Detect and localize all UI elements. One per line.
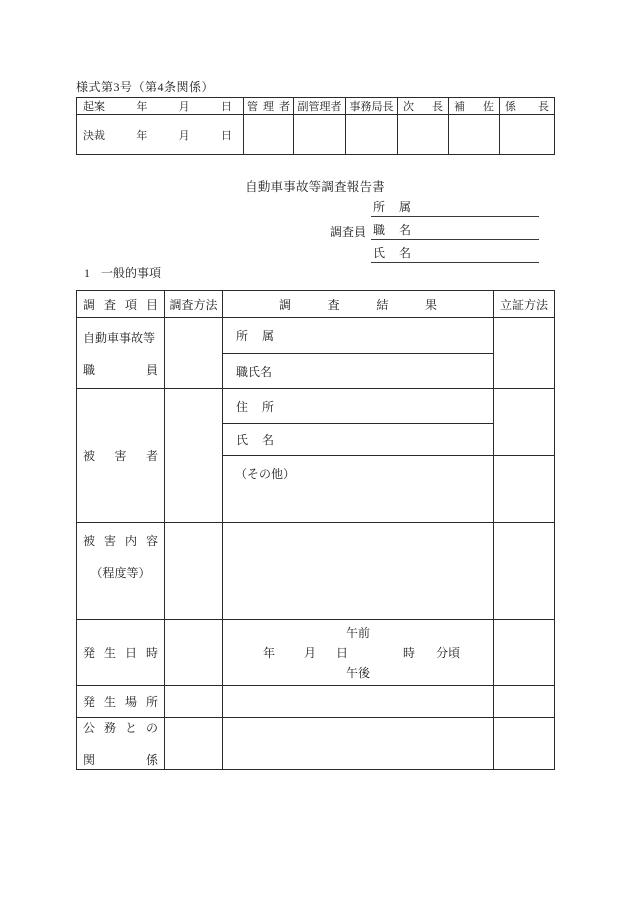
section1-number: 1 — [84, 266, 90, 280]
draft-year-label: 年 — [136, 101, 148, 113]
staff-label-line1: 自動車事故等 — [83, 330, 156, 345]
row-label-staff — [77, 318, 165, 389]
duty-proof-cell — [494, 718, 554, 769]
investigator-jobtitle-row — [330, 217, 539, 240]
investigator-label: 調査員 — [330, 225, 367, 239]
damage-label-line1: 被 害 内 容 — [83, 533, 158, 548]
month-label: 月 — [304, 645, 317, 660]
approval-table — [76, 97, 555, 155]
col-header-deputy-manager: 副管理者 — [294, 98, 346, 115]
jobtitle-field-label: 職 名 — [373, 223, 411, 237]
draft-month-label: 月 — [178, 101, 190, 113]
decision-date-line — [77, 127, 243, 143]
minute-label: 分頃 — [436, 645, 461, 660]
row-label-datetime: 発 生 日 時 — [77, 620, 165, 686]
investigator-name-row — [330, 240, 539, 263]
col-header-section-chief: 係 長 — [500, 98, 554, 115]
damage-result-cell — [223, 523, 494, 620]
section1-title: 一般的事項 — [101, 266, 162, 280]
stamp-cell-section-chief — [500, 115, 554, 154]
affiliation-field-label: 所 属 — [373, 200, 411, 214]
section1-heading — [84, 264, 161, 281]
place-proof-cell — [494, 686, 554, 718]
duty-label-line2: 関 係 — [83, 753, 158, 767]
form-number-label: 様式第3号（第4条関係） — [76, 80, 215, 94]
stamp-cell-deputy-manager — [294, 115, 346, 154]
date-line — [223, 643, 493, 663]
duty-result-cell — [223, 718, 494, 769]
am-label: 午前 — [345, 625, 370, 640]
victim-proof-cell-upper — [494, 389, 554, 456]
investigation-table — [76, 290, 555, 770]
report-title: 自動車事故等調査報告書 — [245, 180, 385, 194]
header-investigation-result: 調 査 結 果 — [223, 291, 494, 318]
stamp-cell-assistant — [449, 115, 500, 154]
staff-method-cell — [165, 318, 223, 389]
row-label-damage — [77, 523, 165, 620]
hour-label: 時 — [403, 645, 416, 660]
affiliation-field — [371, 198, 539, 217]
victim-address-cell: 住 所 — [223, 389, 494, 424]
staff-proof-cell — [494, 318, 554, 389]
datetime-method-cell — [165, 620, 223, 686]
name-field-label: 氏 名 — [373, 246, 411, 260]
col-header-vice-chief: 次 長 — [398, 98, 449, 115]
decision-label: 決裁 — [83, 129, 105, 142]
decision-date-cell — [77, 115, 244, 154]
stamp-cell-vice-chief — [398, 115, 449, 154]
investigator-affiliation-row — [330, 194, 539, 217]
draft-label: 起案 — [83, 101, 105, 113]
staff-label-line2: 職 員 — [83, 362, 158, 377]
col-header-manager: 管 理 者 — [244, 98, 294, 115]
datetime-result-cell — [223, 620, 494, 686]
victim-other-cell: （その他） — [223, 456, 494, 523]
header-investigation-item: 調 査 項 目 — [77, 291, 165, 318]
stamp-cell-secretary-general — [346, 115, 398, 154]
investigator-block — [330, 194, 539, 263]
duty-method-cell — [165, 718, 223, 769]
decision-month-label: 月 — [178, 129, 190, 142]
row-label-place: 発 生 場 所 — [77, 686, 165, 718]
datetime-proof-cell — [494, 620, 554, 686]
damage-label-line2: （程度等） — [90, 565, 151, 580]
decision-day-label: 日 — [220, 129, 232, 142]
year-label: 年 — [263, 645, 276, 660]
victim-proof-cell-lower — [494, 456, 554, 523]
decision-year-label: 年 — [136, 129, 148, 142]
stamp-cell-manager — [244, 115, 294, 154]
col-header-assistant: 補 佐 — [449, 98, 500, 115]
victim-method-cell — [165, 389, 223, 523]
draft-date-cell — [77, 98, 244, 115]
header-proof-method: 立証方法 — [494, 291, 554, 318]
row-label-duty-relation — [77, 718, 165, 769]
draft-date-line — [77, 98, 243, 114]
col-header-secretary-general: 事務局長 — [346, 98, 398, 115]
damage-proof-cell — [494, 523, 554, 620]
day-label: 日 — [336, 645, 349, 660]
jobtitle-field — [371, 221, 539, 240]
place-method-cell — [165, 686, 223, 718]
pm-label: 午後 — [345, 665, 370, 680]
header-investigation-method: 調査方法 — [165, 291, 223, 318]
row-label-victim: 被 害 者 — [77, 389, 165, 523]
place-result-cell — [223, 686, 494, 718]
damage-method-cell — [165, 523, 223, 620]
duty-label-line1: 公 務 と の — [83, 721, 158, 735]
staff-jobname-cell: 職氏名 — [223, 354, 494, 389]
victim-name-cell: 氏 名 — [223, 424, 494, 456]
name-field — [371, 244, 539, 263]
draft-day-label: 日 — [220, 101, 232, 113]
staff-affiliation-cell: 所 属 — [223, 318, 494, 354]
